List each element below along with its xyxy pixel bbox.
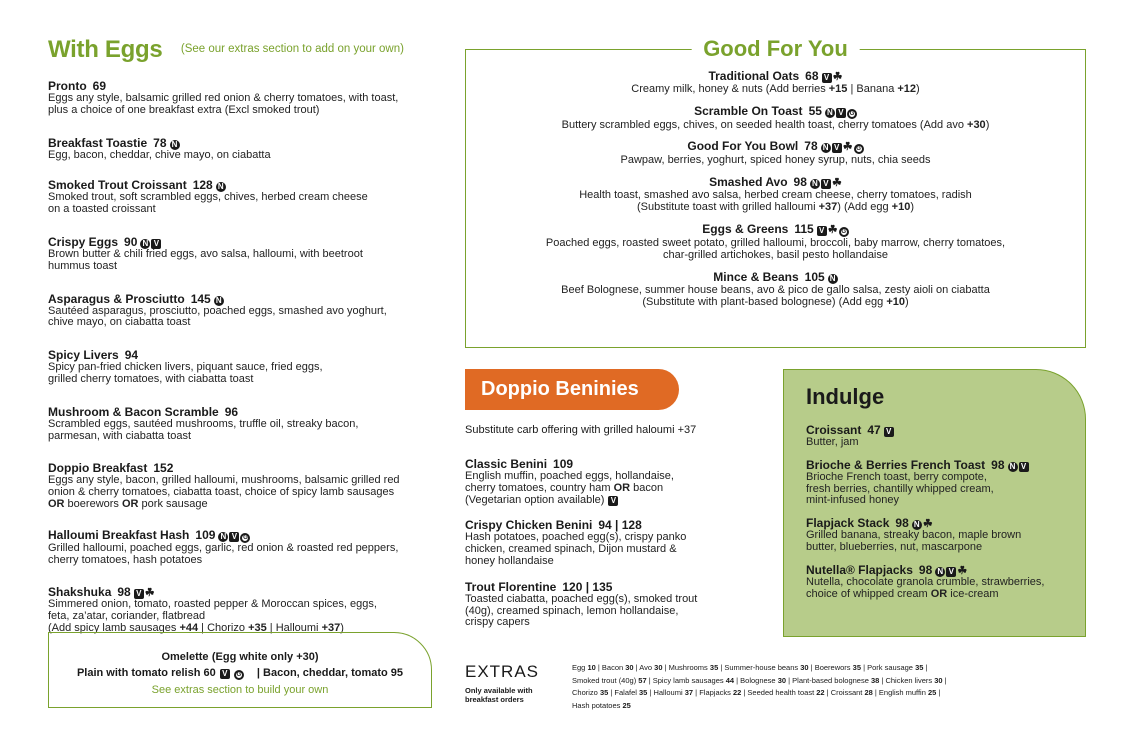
menu-item-name: Good For You Bowl [687, 139, 799, 153]
menu-item-description: (Substitute toast with grilled halloumi +37) (Add egg +10) [636, 201, 915, 213]
menu-item-price: 68 [805, 69, 819, 83]
extras-list [572, 662, 1022, 712]
menu-item-description: Grilled halloumi, poached eggs, garlic, red onion & roasted red peppers, [48, 541, 399, 554]
vegan-leaf-icon: ☘ [922, 518, 933, 531]
menu-item-description: Smoked trout, soft scrambled eggs, chives, herbed cream cheese [48, 191, 368, 204]
menu-item-description: honey hollandaise [465, 554, 554, 567]
menu-item-name: Traditional Oats [708, 69, 800, 83]
menu-item-description: feta, za’atar, coriander, flatbread [48, 610, 206, 623]
vegetarian-icon: V [134, 589, 144, 599]
menu-item-title [48, 293, 440, 306]
doppio-sub [465, 424, 765, 436]
with-eggs-list [48, 80, 440, 635]
good-for-you-section [465, 36, 1086, 348]
menu-item-description: fresh berries, chantilly whipped cream, [806, 482, 994, 495]
vegan-leaf-icon: ☘ [842, 141, 853, 153]
menu-item [465, 519, 765, 567]
menu-item-title [48, 137, 440, 150]
menu-item-description: Health toast, smashed avo salsa, herbed cream cheese, cherry tomatoes, radish [579, 188, 972, 201]
vegetarian-icon: V [608, 496, 618, 506]
vegetarian-icon: V [832, 143, 842, 153]
menu-item-description: cherry tomatoes, country ham OR bacon [465, 481, 664, 494]
vegan-leaf-icon: ☘ [832, 71, 843, 83]
contains-nuts-icon: N [216, 182, 226, 192]
gluten-free-icon: G [839, 227, 849, 237]
menu-item-description: plus a choice of one breakfast extra (Excl smoked trout) [48, 103, 320, 116]
extras-note [465, 686, 533, 704]
extras-title: EXTRAS [465, 662, 540, 681]
omelette-note: See extras section to build your own [151, 684, 329, 696]
menu-item-description: hummus toast [48, 259, 118, 272]
menu-item-name: Brioche & Berries French Toast [806, 457, 986, 472]
omelette-option-bacon: | Bacon, cheddar, tomato 95 [256, 667, 404, 679]
menu-item-description: Creamy milk, honey & nuts (Add berries +15 | Banana +12) [631, 83, 920, 95]
menu-item [806, 459, 1085, 507]
menu-item-description: mint-infused honey [806, 494, 899, 507]
menu-item [48, 137, 440, 162]
indulge-title: Indulge [806, 384, 885, 409]
menu-item-description: choice of whipped cream OR ice-cream [806, 587, 999, 600]
indulge-list [806, 424, 1085, 600]
contains-nuts-icon: N [825, 108, 835, 118]
menu-item-title [466, 176, 1085, 189]
menu-item-price: 78 [153, 135, 167, 150]
menu-item-description: Brown butter & chili fried eggs, avo salsa, halloumi, with beetroot [48, 247, 363, 260]
extras-note-line-1: Only available with [465, 686, 533, 695]
menu-item-price: 152 [153, 461, 174, 476]
menu-item-price: 47 [867, 423, 881, 437]
menu-item-name: Spicy Livers [48, 348, 119, 363]
menu-item [48, 349, 440, 386]
menu-item [48, 236, 440, 273]
menu-item-description: Toasted ciabatta, poached egg(s), smoked trout [465, 592, 698, 605]
menu-item-description: chive mayo, on ciabatta toast [48, 316, 191, 329]
menu-item-title [466, 271, 1085, 284]
omelette-options [49, 667, 431, 680]
vegetarian-icon: V [1019, 462, 1029, 472]
menu-item-description: Simmered onion, tomato, roasted pepper & Moroccan spices, eggs, [48, 598, 377, 611]
vegetarian-icon: V [884, 427, 894, 437]
menu-item-price: 98 [117, 585, 131, 600]
menu-item-name: Shakshuka [48, 585, 112, 600]
menu-item-name: Nutella® Flapjacks [806, 562, 913, 577]
menu-item-price: 109 [553, 457, 574, 471]
menu-item-description: char-grilled artichokes, basil pesto hollandaise [662, 249, 888, 261]
menu-item [48, 179, 440, 216]
doppio-title: Doppio Beninies [465, 369, 679, 410]
vegetarian-icon: V [836, 108, 846, 118]
menu-item-description: Nutella, chocolate granola crumble, strawberries, [806, 575, 1045, 588]
menu-item-description: Hash potatoes, poached egg(s), crispy panko [465, 531, 687, 544]
menu-item-name: Flapjack Stack [806, 516, 890, 531]
menu-item-price: 128 [192, 178, 213, 193]
menu-item-description: (Substitute with plant-based bolognese) (Add egg +10) [642, 296, 909, 308]
extras-line: Chorizo 35 | Falafel 35 | Halloumi 37 | Flapjacks 22 | Seeded health toast 22 | Croissant 28 | English muffin 25 | [572, 688, 941, 697]
menu-item-title [466, 223, 1085, 237]
menu-item-price: 115 [794, 221, 814, 236]
vegetarian-icon: V [220, 669, 230, 679]
vegetarian-icon: V [151, 239, 161, 249]
omelette-title-note: (Egg white only +30) [211, 651, 319, 663]
menu-item [466, 140, 1085, 167]
menu-item-description: OR boerewors OR pork sausage [48, 497, 208, 510]
vegan-leaf-icon: ☘ [827, 223, 838, 236]
menu-item-price: 94 [124, 348, 139, 363]
contains-nuts-icon: N [1008, 462, 1018, 472]
menu-item-name: Mince & Beans [713, 269, 799, 284]
menu-item-name: Doppio Breakfast [48, 461, 148, 476]
menu-item-description: Eggs any style, balsamic grilled red onion & cherry tomatoes, with toast, [48, 92, 399, 104]
menu-item-price: 145 [190, 291, 211, 306]
vegetarian-icon: V [821, 179, 831, 189]
menu-item-description: crispy capers [465, 616, 530, 629]
menu-item [48, 586, 440, 634]
menu-item-price: 69 [92, 79, 107, 93]
menu-item [48, 80, 440, 117]
contains-nuts-icon: N [140, 239, 150, 249]
menu-item-title [806, 459, 1085, 472]
omelette-title-row [49, 649, 431, 663]
contains-nuts-icon: N [214, 296, 224, 306]
menu-item-price: 98 [991, 457, 1005, 472]
menu-item [806, 564, 1085, 601]
menu-item-price: 105 [804, 269, 825, 284]
menu-item-description: parmesan, with ciabatta toast [48, 429, 192, 442]
menu-item-name: Smashed Avo [709, 174, 788, 189]
contains-nuts-icon: N [170, 140, 180, 150]
menu-item-name: Eggs & Greens [702, 221, 789, 236]
menu-item-price: 98 [895, 516, 909, 531]
menu-item-price: 98 [918, 562, 933, 577]
menu-item-name: Pronto [48, 79, 87, 93]
vegetarian-icon: V [229, 532, 239, 542]
contains-nuts-icon: N [218, 532, 228, 542]
menu-item [466, 105, 1085, 132]
menu-item [466, 70, 1085, 96]
menu-item-price: 98 [793, 174, 807, 189]
menu-item-title [806, 564, 1085, 577]
menu-item-name: Scramble On Toast [694, 103, 803, 118]
menu-item [466, 176, 1085, 214]
vegetarian-icon: V [946, 567, 956, 577]
menu-item [466, 271, 1085, 309]
menu-item-name: Asparagus & Prosciutto [48, 291, 185, 306]
menu-item-description: Eggs any style, bacon, grilled halloumi, mushrooms, balsamic grilled red [48, 474, 400, 487]
good-for-you-title: Good For You [691, 36, 860, 62]
menu-item-price: 90 [124, 234, 138, 249]
menu-item-description: Buttery scrambled eggs, chives, on seeded health toast, cherry tomatoes (Add avo +30) [561, 118, 990, 131]
gluten-free-icon: G [240, 533, 250, 543]
menu-item-description: cherry tomatoes, hash potatoes [48, 553, 203, 566]
with-eggs-header [48, 36, 440, 64]
menu-item-description: Spicy pan-fried chicken livers, piquant sauce, fried eggs, [48, 361, 323, 374]
with-eggs-title: With Eggs [48, 36, 163, 63]
menu-item-title [48, 529, 440, 543]
menu-item-title [465, 581, 765, 594]
menu-item-description: Scrambled eggs, sautéed mushrooms, truffle oil, streaky bacon, [48, 417, 359, 430]
menu-item-price: 120 | 135 [562, 579, 613, 594]
omelette-box [48, 632, 432, 708]
extras-line: Egg 10 | Bacon 30 | Avo 30 | Mushrooms 35 | Summer-house beans 30 | Boerewors 35 | Pork sausage 35 | [572, 663, 928, 672]
good-for-you-list [466, 50, 1085, 309]
menu-item [48, 293, 440, 330]
menu-item-name: Breakfast Toastie [48, 135, 148, 150]
menu-item-description: on a toasted croissant [48, 203, 156, 216]
menu-item [806, 424, 1085, 449]
menu-item-description: Poached eggs, roasted sweet potato, grilled halloumi, broccoli, baby marrow, cherry tomatoes, [545, 236, 1006, 249]
menu-item-description: Pawpaw, berries, yoghurt, spiced honey syrup, nuts, chia seeds [620, 154, 931, 166]
vegetarian-icon: V [822, 73, 832, 83]
gluten-free-icon: G [854, 144, 864, 154]
menu-item-description: Beef Bolognese, summer house beans, avo & pico de gallo salsa, zesty aioli on ciabatta [561, 283, 990, 296]
menu-item-title [466, 70, 1085, 83]
menu-item-title [48, 406, 440, 419]
menu-item-description: chicken, creamed spinach, Dijon mustard & [465, 543, 677, 556]
menu-item [465, 458, 765, 506]
menu-item-name: Crispy Eggs [48, 234, 119, 249]
contains-nuts-icon: N [935, 567, 945, 577]
menu-item-price: 78 [804, 139, 818, 153]
menu-item-description: grilled cherry tomatoes, with ciabatta toast [48, 372, 254, 385]
menu-item-description: Brioche French toast, berry compote, [806, 470, 987, 483]
extras-note-line-2: breakfast orders [465, 695, 524, 704]
menu-item-name: Crispy Chicken Benini [465, 518, 593, 533]
menu-item-name: Halloumi Breakfast Hash [48, 527, 190, 542]
contains-nuts-icon: N [821, 143, 831, 153]
menu-item-price: 55 [808, 103, 822, 118]
menu-item-name: Smoked Trout Croissant [48, 178, 187, 193]
doppio-list [465, 458, 765, 629]
menu-item [48, 529, 440, 567]
menu-item-description: onion & cherry tomatoes, ciabatta toast, choice of spicy lamb sausages [48, 486, 395, 499]
menu-item [465, 581, 765, 629]
menu-item [466, 223, 1085, 262]
menu-item-description: (Add spicy lamb sausages +44 | Chorizo +35 | Halloumi +37) [48, 621, 344, 634]
vegan-leaf-icon: ☘ [144, 587, 155, 600]
menu-item [48, 406, 440, 443]
vegetarian-icon: V [817, 226, 827, 236]
menu-item-price: 96 [224, 404, 239, 419]
menu-item-name: Trout Florentine [465, 579, 557, 594]
menu-item [806, 517, 1085, 554]
menu-item-name: Croissant [806, 423, 862, 437]
vegan-leaf-icon: ☘ [831, 176, 842, 189]
menu-item-description: Grilled banana, streaky bacon, maple brown [806, 529, 1022, 542]
vegan-leaf-icon: ☘ [957, 564, 968, 577]
doppio-sub-text: Substitute carb offering with grilled haloumi +37 [465, 424, 697, 436]
doppio-section [465, 424, 765, 642]
gluten-free-icon: G [847, 109, 857, 119]
omelette-option-plain: Plain with tomato relish 60 [76, 667, 216, 679]
with-eggs-note: (See our extras section to add on your own) [180, 43, 404, 55]
menu-item-title [466, 105, 1085, 119]
with-eggs-section [48, 36, 440, 635]
menu-item [48, 462, 440, 510]
menu-item-price: 94 | 128 [598, 518, 642, 533]
omelette-title: Omelette [161, 651, 209, 663]
menu-item-description: English muffin, poached eggs, hollandaise, [465, 470, 674, 482]
gluten-free-icon: G [234, 670, 244, 680]
menu-item-description: Sautéed asparagus, prosciutto, poached eggs, smashed avo yoghurt, [48, 304, 387, 317]
extras-line: Hash potatoes 25 [572, 700, 631, 710]
indulge-section [783, 369, 1086, 637]
menu-item-title [466, 140, 1085, 154]
menu-item-name: Classic Benini [465, 457, 548, 471]
menu-item-description: (Vegetarian option available) V [465, 495, 765, 507]
menu-item-description: (40g), creamed spinach, lemon hollandaise, [465, 604, 679, 617]
contains-nuts-icon: N [828, 274, 838, 284]
extras-line: Smoked trout (40g) 57 | Spicy lamb sausages 44 | Bolognese 30 | Plant-based bolognese 38 | Chicken livers 30 | [572, 675, 947, 685]
menu-item-description: Egg, bacon, cheddar, chive mayo, on ciabatta [48, 148, 271, 161]
menu-item-description: butter, blueberries, nut, mascarpone [806, 540, 983, 553]
menu-item-price: 109 [195, 527, 216, 542]
menu-item-description: Butter, jam [806, 436, 859, 448]
menu-item-name: Mushroom & Bacon Scramble [48, 404, 219, 419]
contains-nuts-icon: N [810, 179, 820, 189]
contains-nuts-icon: N [912, 520, 922, 530]
